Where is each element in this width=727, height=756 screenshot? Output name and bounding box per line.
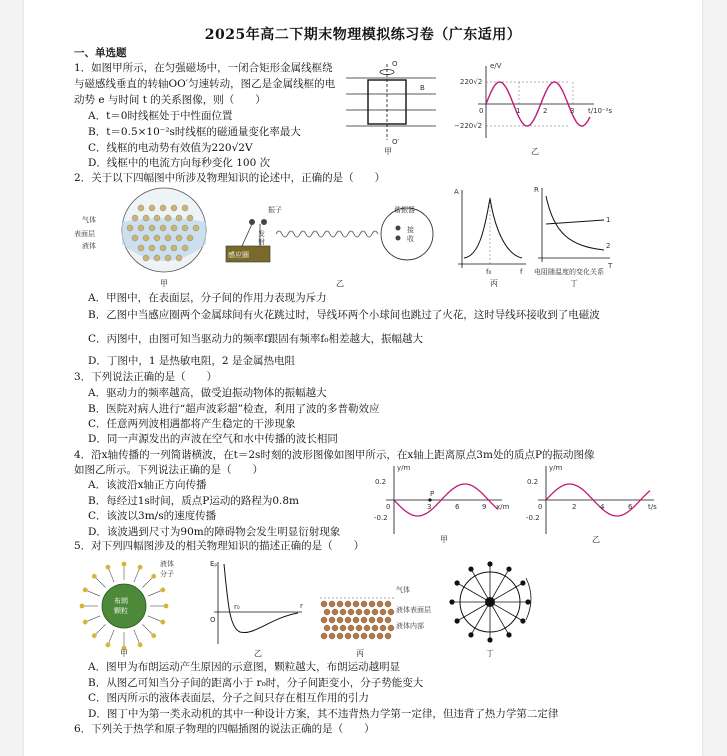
- q5-fig-yi: [210, 560, 303, 658]
- q4-figures: [374, 462, 674, 544]
- q4-caption-jia: 甲: [440, 535, 448, 544]
- q5-ep-label: Eₚ: [210, 560, 218, 568]
- q5-r-label: r: [300, 602, 303, 610]
- q4-g2-tick-6: 6: [628, 503, 633, 511]
- q4-g1-ytop: 0.2: [375, 478, 387, 486]
- q5-option-a[interactable]: A．图甲为布朗运动产生原因的示意图，颗粒越大，布朗运动越明显: [88, 661, 401, 673]
- q3-option-c[interactable]: C．任意两列波相遇都将产生稳定的干涉现象: [88, 418, 296, 430]
- q1-tick-1: 1: [516, 107, 521, 115]
- q1-stem-line1: 1．如图甲所示，在匀强磁场中，一闭合矩形金属线框绕: [74, 62, 333, 74]
- q4-stem-line1: 4．沿x轴传播的一列简谐横波，在t＝2s时刻的波形图像如图甲所示，在x轴上距离原点3m处的质点P的振动图像: [74, 449, 595, 461]
- q5-fig-jia: [80, 559, 174, 658]
- q2-bing-A: A: [454, 188, 459, 196]
- q4-g1-point-P: P: [430, 490, 435, 498]
- q4-option-b[interactable]: B．每经过1s时间，质点P运动的路程为0.8m: [88, 495, 300, 507]
- q4-option-c[interactable]: C．该波以3m/s的速度传播: [88, 510, 217, 522]
- q2-jia-surface: 表面层: [74, 230, 95, 238]
- q4-g1-tick-6: 6: [455, 503, 460, 511]
- q1-coil-diagram: [346, 60, 436, 156]
- q2-caption-yi: 乙: [336, 279, 344, 288]
- q2-caption-jia: 甲: [160, 279, 168, 288]
- q5-option-c[interactable]: C．图丙所示的液体表面层，分子之间只存在相互作用的引力: [88, 692, 370, 704]
- q4-g2-yunit: y/m: [549, 464, 563, 472]
- q2-ding-R: R: [534, 186, 539, 194]
- q4-g1-tick-9: 9: [482, 503, 487, 511]
- q5-figures: [64, 556, 624, 660]
- q2-ding-2: 2: [606, 242, 611, 250]
- q1-option-d[interactable]: D．线框中的电流方向每秒变化 100 次: [88, 157, 271, 169]
- q1-y-unit: e/V: [490, 62, 502, 70]
- q5-bing-gas: 气体: [396, 586, 410, 594]
- q4-g2-tick-4: 4: [600, 503, 605, 511]
- q6-stem: 6．下列关于热学和原子物理的四幅插图的说法正确的是（ ）: [74, 723, 375, 735]
- q4-g1-ybot: -0.2: [374, 514, 388, 522]
- q1-emf-graph: [454, 62, 613, 156]
- q2-yi-coil: 感应圈: [228, 251, 249, 259]
- q3-stem: 3．下列说法正确的是（ ）: [74, 371, 218, 383]
- q2-ding-T: T: [608, 262, 613, 270]
- q5-bing-surface: 液体表面层: [396, 606, 431, 614]
- q5-option-d[interactable]: D．图丁中为第一类永动机的其中一种设计方案，其不违背热力学第一定律，但违背了热力学第二定律: [88, 708, 559, 720]
- q2-jia-gas: 气体: [82, 216, 96, 224]
- q2-option-b[interactable]: B．乙图中当感应圈两个金属球间有火花跳过时，导线环两个小球间也跳过了火花，这时导线环接收到了电磁波: [88, 309, 600, 321]
- q4-g1-tick-3: 3: [427, 503, 432, 511]
- q1-stem-line3: 动势 e 与时间 t 的关系图像，则（ ）: [74, 94, 266, 106]
- q5-fig-bing: [320, 585, 431, 658]
- q1-tick-2: 2: [543, 107, 548, 115]
- page-title: 2025年高二下期末物理模拟练习卷（广东适用）: [204, 27, 522, 43]
- q2-yi-resonator: 谐振器: [394, 206, 415, 214]
- q5-surface-molecules: [321, 601, 394, 639]
- q1-tick-3: 3: [570, 107, 575, 115]
- q1-x-unit: t/10⁻²s: [588, 107, 613, 115]
- q5-r0-label: r₀: [234, 603, 240, 611]
- q4-g1-xunit: x/m: [496, 503, 510, 511]
- q2-stem: 2．关于以下四幅图中所涉及物理知识的论述中，正确的是（ ）: [74, 172, 386, 184]
- q1-y-bottom: −220√2: [454, 122, 483, 130]
- q4-option-a[interactable]: A．该波沿x轴正方向传播: [88, 479, 207, 491]
- q1-tick-0: 0: [479, 107, 484, 115]
- q2-caption-bing: 丙: [490, 279, 498, 288]
- q1-stem-line2: 与磁感线垂直的转轴OO′匀速转动，图乙是金属线框的电: [74, 78, 336, 90]
- q1-option-a[interactable]: A．t＝0时线框处于中性面位置: [88, 110, 233, 122]
- q1-y-top: 220√2: [460, 78, 483, 86]
- q5-liquid-1: 液体: [160, 560, 174, 568]
- q5-caption-yi: 乙: [254, 649, 262, 658]
- q3-option-b[interactable]: B．医院对病人进行“超声波彩超”检查，利用了波的多普勒效应: [88, 403, 380, 415]
- q2-fig-yi: [226, 205, 433, 288]
- q4-option-d[interactable]: D．该波遇到尺寸为90m的障碍物会发生明显衍射现象: [88, 526, 341, 538]
- q1-caption-jia: 甲: [384, 147, 392, 156]
- q2-fig-jia: [74, 188, 206, 288]
- q2-option-a[interactable]: A．甲图中，在表面层，分子间的作用力表现为斥力: [88, 292, 327, 304]
- q2-yi-she: 射: [258, 238, 265, 246]
- q5-caption-jia: 甲: [120, 649, 128, 658]
- q3-option-a[interactable]: A．驱动力的频率越高，做受迫振动物体的振幅越大: [88, 387, 327, 399]
- q2-yi-fa: 发: [258, 230, 265, 238]
- q4-stem-line2: 如图乙所示。下列说法正确的是（ ）: [74, 464, 263, 476]
- q3-option-d[interactable]: D．同一声源发出的声波在空气和水中传播的波长相同: [88, 433, 338, 445]
- q2-yi-oscillator: 振子: [268, 206, 282, 214]
- q1-option-b[interactable]: B．t＝0.5×10⁻²s时线框的磁通量变化率最大: [88, 126, 301, 138]
- q1-figures: [336, 58, 636, 158]
- q4-wave-graph: [374, 464, 510, 544]
- q2-option-d[interactable]: D．丁图中，1 是热敏电阻，2 是金属热电阻: [88, 355, 295, 367]
- q1-label-O2: O′: [392, 138, 400, 146]
- q4-g2-ytop: 0.2: [527, 478, 539, 486]
- q4-vibration-graph: [526, 464, 657, 544]
- q5-brown-1: 布朗: [114, 597, 128, 605]
- q2-fig-bing: [454, 188, 526, 288]
- q5-caption-ding: 丁: [486, 649, 494, 658]
- q4-g1-zero: 0: [386, 503, 391, 511]
- q5-liquid-2: 分子: [160, 570, 174, 578]
- q5-stem: 5．对下列四幅图涉及的相关物理知识的描述正确的是（ ）: [74, 540, 365, 552]
- q5-bing-inner: 液体内部: [396, 622, 424, 630]
- q5-brown-2: 颗粒: [114, 607, 128, 615]
- q2-yi-jie: 接: [407, 226, 414, 234]
- q2-bing-f0: f₀: [486, 268, 492, 276]
- q5-option-b[interactable]: B．从图乙可知当分子间的距离小于 r₀时，分子间距变小，分子势能变大: [88, 677, 424, 689]
- q2-ding-1: 1: [606, 216, 611, 224]
- q4-caption-yi: 乙: [592, 535, 600, 544]
- q1-label-O: O: [392, 60, 398, 68]
- q4-g2-ybot: -0.2: [526, 514, 540, 522]
- q2-jia-liquid: 液体: [82, 242, 96, 250]
- q4-g1-yunit: y/m: [397, 464, 411, 472]
- q2-caption-ding: 丁: [570, 279, 578, 288]
- q5-fig-ding: [449, 561, 531, 658]
- q4-g2-xunit: t/s: [648, 503, 657, 511]
- exam-page: [24, 0, 702, 756]
- q1-caption-yi: 乙: [531, 147, 539, 156]
- q2-figures: [64, 184, 624, 288]
- q2-bing-f: f: [520, 268, 523, 276]
- q4-g2-tick-2: 2: [572, 503, 577, 511]
- q5-origin-label: O: [210, 616, 216, 624]
- q5-caption-bing: 丙: [356, 649, 364, 658]
- q2-ding-caption-text: 电阻随温度的变化关系: [534, 268, 604, 276]
- q2-yi-shou: 收: [407, 235, 414, 243]
- q1-option-c[interactable]: C．线框的电动势有效值为220√2V: [88, 142, 253, 154]
- section-heading: 一、单选题: [74, 47, 127, 59]
- q2-fig-ding: [534, 186, 613, 288]
- q5-brownian-particle: [102, 584, 146, 628]
- q1-label-B: B: [420, 84, 425, 92]
- q4-g2-zero: 0: [538, 503, 543, 511]
- q2-option-c[interactable]: C．丙图中，由图可知当驱动力的频率f跟固有频率f₀相差越大，振幅越大: [88, 333, 424, 345]
